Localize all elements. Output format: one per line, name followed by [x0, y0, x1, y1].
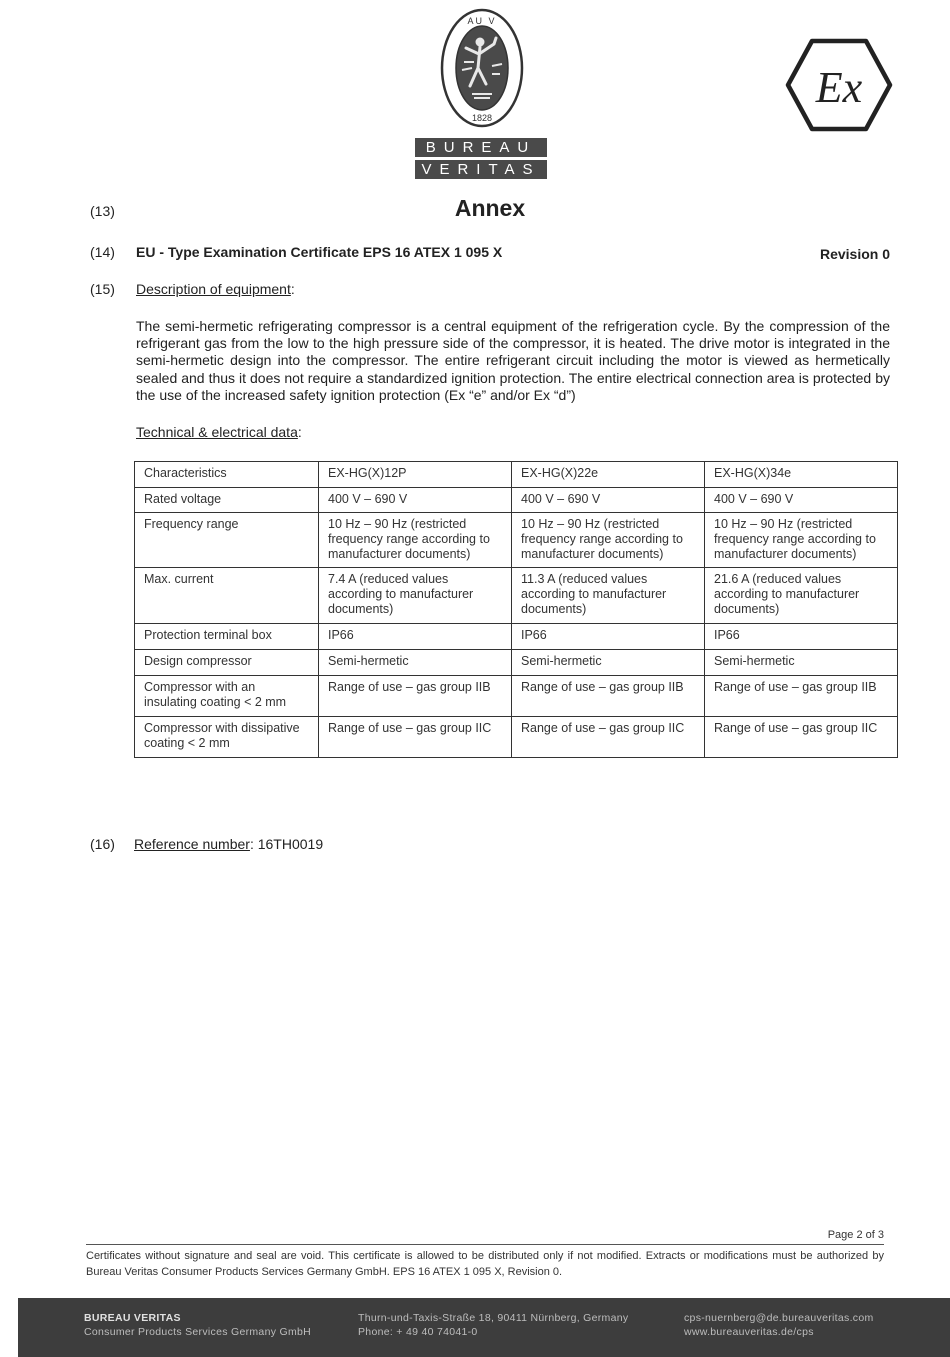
- table-cell: Rated voltage: [135, 488, 319, 513]
- section-number-15-text: (15): [90, 281, 115, 297]
- logo-band-bureau: BUREAU: [415, 138, 547, 157]
- table-cell: EX-HG(X)34e: [705, 462, 898, 488]
- table-cell: Semi-hermetic: [512, 650, 705, 676]
- table-cell: Range of use – gas group IIB: [512, 676, 705, 717]
- page-title: Annex: [454, 195, 526, 221]
- table-row: [135, 462, 898, 488]
- table-cell: Characteristics: [135, 462, 319, 488]
- table-cell: 400 V – 690 V: [512, 488, 705, 513]
- table-cell: Frequency range: [135, 513, 319, 568]
- svg-text:1828: 1828: [471, 113, 493, 123]
- table-row: [135, 488, 898, 513]
- table-cell: 10 Hz – 90 Hz (restricted frequency range according to manufacturer documents): [512, 513, 705, 568]
- footer-divider: [86, 1244, 884, 1245]
- technical-data-colon: :: [297, 424, 302, 440]
- table-cell: IP66: [705, 624, 898, 650]
- table-cell: Semi-hermetic: [319, 650, 512, 676]
- table-cell: 400 V – 690 V: [319, 488, 512, 513]
- table-cell: Range of use – gas group IIB: [319, 676, 512, 717]
- table-row: [135, 568, 898, 624]
- table-cell: 11.3 A (reduced values according to manufacturer documents): [512, 568, 705, 624]
- section-number-13: (13): [90, 203, 115, 219]
- footer-website-link[interactable]: www.bureauveritas.de/cps: [684, 1326, 814, 1338]
- technical-data-title: Technical & electrical data: [136, 424, 298, 440]
- ex-atex-mark-icon: [785, 38, 893, 132]
- table-row: [135, 650, 898, 676]
- table-cell: Design compressor: [135, 650, 319, 676]
- equipment-description: The semi-hermetic refrigerating compressor is a central equipment of the refrigeration cycle. By the compression of the refrigerant gas from the low to the high pressure side of the compressor, it is heated. The drive motor is integrated in the semi-hermetic design into the compressor. The entire refrigerant circuit including the motor is viewed as hermetically sealed and thus it does not require a standardized ignition protection. The entire electrical connection area is protected by the use of the increased safety ignition protection (Ex “e” and/or Ex “d”): [136, 318, 890, 403]
- footer-email-link[interactable]: cps-nuernberg@de.bureauveritas.com: [684, 1312, 874, 1324]
- reference-number-value: : 16TH0019: [249, 836, 324, 852]
- table-cell: 10 Hz – 90 Hz (restricted frequency range according to manufacturer documents): [319, 513, 512, 568]
- footer-company-subtitle: Consumer Products Services Germany GmbH: [84, 1326, 312, 1338]
- table-cell: 7.4 A (reduced values according to manufacturer documents): [319, 568, 512, 624]
- section-number-15: [90, 281, 115, 297]
- table-cell: EX-HG(X)22e: [512, 462, 705, 488]
- page-number: Page 2 of 3: [827, 1229, 884, 1241]
- footer-phone: Phone: + 49 40 74041-0: [358, 1326, 478, 1338]
- table-cell: 400 V – 690 V: [705, 488, 898, 513]
- table-cell: Range of use – gas group IIC: [512, 717, 705, 758]
- table-cell: EX-HG(X)12P: [319, 462, 512, 488]
- logo-band-veritas: VERITAS: [415, 160, 547, 179]
- table-row: [135, 717, 898, 758]
- certificate-heading: EU - Type Examination Certificate EPS 16 ATEX 1 095 X: [136, 244, 503, 260]
- footer-address: Thurn-und-Taxis-Straße 18, 90411 Nürnberg, Germany: [358, 1312, 629, 1324]
- table-cell: Max. current: [135, 568, 319, 624]
- table-cell: IP66: [512, 624, 705, 650]
- section-number-14: (14): [90, 244, 115, 260]
- section-number-16-text: (16): [90, 836, 115, 852]
- table-cell: Compressor with dissipative coating < 2 mm: [135, 717, 319, 758]
- svg-text:AU V: AU V: [467, 16, 497, 26]
- technical-data-table: [134, 461, 898, 758]
- bureau-veritas-medal-icon: [440, 8, 524, 130]
- svg-text:Ex: Ex: [815, 63, 863, 112]
- certificate-disclaimer: Certificates without signature and seal are void. This certificate is allowed to be distributed only if not modified. Extracts or modifications must be authorized by Bureau Veritas Consumer Products Services Germany GmbH. EPS 16 ATEX 1 095 X, Revision 0.: [86, 1250, 884, 1278]
- table-row: [135, 624, 898, 650]
- description-colon: :: [290, 281, 295, 297]
- table-cell: Protection terminal box: [135, 624, 319, 650]
- table-row: [135, 676, 898, 717]
- table-cell: Range of use – gas group IIC: [319, 717, 512, 758]
- company-footer-bar: [18, 1298, 950, 1357]
- table-row: [135, 513, 898, 568]
- technical-data-heading: [136, 424, 302, 440]
- table-cell: IP66: [319, 624, 512, 650]
- reference-number: [134, 836, 323, 852]
- section-number-16: [90, 836, 115, 852]
- bureau-veritas-logo: [415, 8, 547, 178]
- table-cell: Compressor with an insulating coating < 2 mm: [135, 676, 319, 717]
- description-heading: [136, 281, 295, 297]
- table-cell: 10 Hz – 90 Hz (restricted frequency range according to manufacturer documents): [705, 513, 898, 568]
- description-title: Description of equipment: [136, 281, 291, 297]
- table-cell: Range of use – gas group IIC: [705, 717, 898, 758]
- table-cell: 21.6 A (reduced values according to manufacturer documents): [705, 568, 898, 624]
- table-cell: Range of use – gas group IIB: [705, 676, 898, 717]
- footer-company-name: BUREAU VERITAS: [84, 1312, 181, 1324]
- reference-number-label: Reference number: [134, 836, 250, 852]
- table-cell: Semi-hermetic: [705, 650, 898, 676]
- revision-label: Revision 0: [819, 246, 890, 262]
